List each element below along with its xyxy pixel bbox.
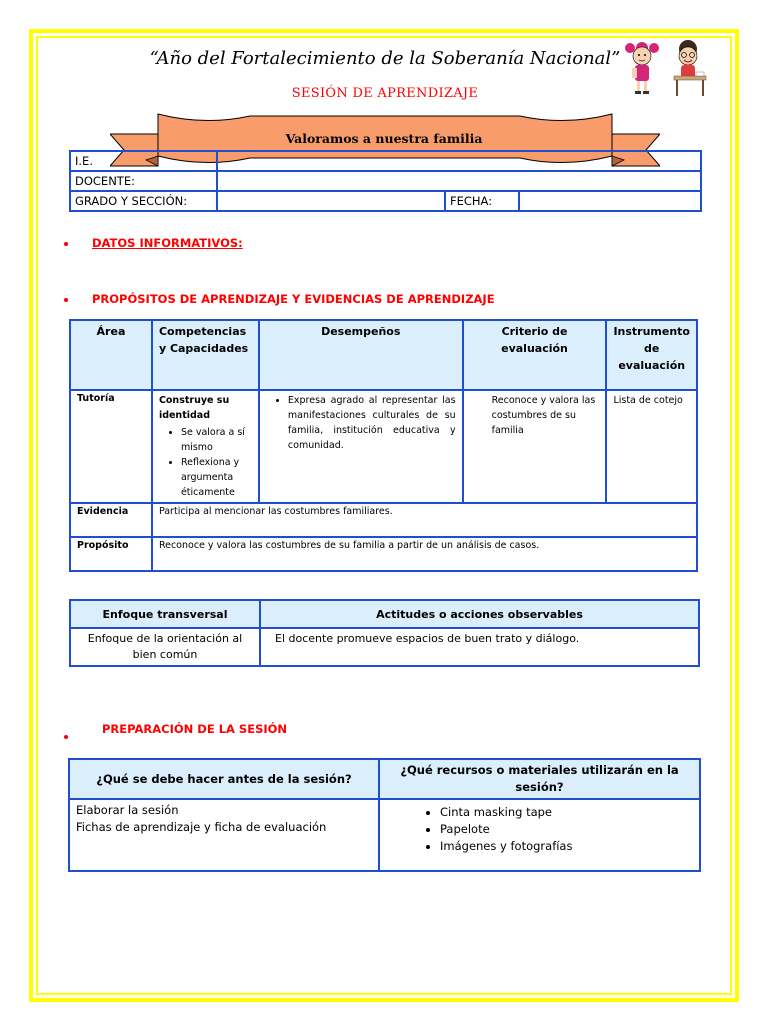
actitudes-cell: El docente promueve espacios de buen trato y diálogo. — [260, 628, 699, 666]
list-item: Elaborar la sesión — [76, 803, 179, 817]
list-item: • Papelote — [440, 821, 693, 838]
bullet-icon — [64, 242, 68, 246]
header-area: Área — [70, 320, 152, 390]
header-actitudes: Actitudes o acciones observables — [260, 600, 699, 628]
bullet-icon — [64, 735, 68, 739]
list-item: • Se valora a sí mismo — [181, 425, 252, 455]
ribbon-title: Valoramos a nuestra familia — [285, 131, 483, 146]
docente-label: DOCENTE: — [70, 171, 217, 191]
ie-label: I.E. — [70, 151, 217, 171]
year-title: “Año del Fortalecimiento de la Soberanía Nacional” — [149, 48, 621, 69]
recursos-cell — [379, 799, 700, 871]
header-criterio: Criterio de evaluación — [463, 320, 607, 390]
section-preparacion: PREPARACIÓN DE LA SESIÓN — [102, 722, 288, 736]
grado-label: GRADO Y SECCIÓN: — [70, 191, 217, 211]
fecha-field[interactable] — [519, 191, 701, 211]
header-enfoque: Enfoque transversal — [70, 600, 260, 628]
proposito-text: Reconoce y valora las costumbres de su familia a partir de un análisis de casos. — [152, 537, 697, 571]
enfoque-table — [69, 599, 700, 667]
area-cell: Tutoría — [70, 390, 152, 503]
ie-field[interactable] — [217, 151, 701, 171]
section-datos: DATOS INFORMATIVOS: — [92, 236, 243, 250]
evidencia-text: Participa al mencionar las costumbres familiares. — [152, 503, 697, 537]
header-recursos: ¿Qué recursos o materiales utilizarán en la sesión? — [379, 759, 700, 799]
proposito-label: Propósito — [70, 537, 152, 571]
list-item: • Cinta masking tape — [440, 804, 693, 821]
enfoque-cell: Enfoque de la orientación al bien común — [70, 628, 260, 666]
bullet-icon — [64, 298, 68, 302]
competencias-cell — [152, 390, 259, 503]
kids-illustration — [622, 38, 714, 100]
header-desempenos: Desempeños — [259, 320, 463, 390]
list-item: • Reflexiona y argumenta éticamente — [181, 455, 252, 500]
session-title: SESIÓN DE APRENDIZAJE — [291, 86, 479, 101]
list-item: • Imágenes y fotografías — [440, 838, 693, 855]
docente-field[interactable] — [217, 171, 701, 191]
info-table — [69, 150, 702, 212]
section-propositos: PROPÓSITOS DE APRENDIZAJE Y EVIDENCIAS DE APRENDIZAJE — [92, 292, 495, 306]
fecha-label: FECHA: — [445, 191, 519, 211]
competencia-title: Construye su identidad — [158, 395, 230, 421]
criterio-cell: Reconoce y valora las costumbres de su familia — [463, 390, 607, 503]
list-item: • Expresa agrado al representar las manifestaciones culturales de su familia, institución educativa y comunidad. — [288, 393, 456, 453]
materials-list — [386, 804, 693, 855]
header-antes: ¿Qué se debe hacer antes de la sesión? — [69, 759, 379, 799]
purpose-table — [69, 319, 698, 572]
grado-field[interactable] — [217, 191, 445, 211]
evidencia-label: Evidencia — [70, 503, 152, 537]
antes-cell — [69, 799, 379, 871]
prep-table — [68, 758, 701, 872]
desempenos-cell — [259, 390, 463, 503]
header-competencias: Competencias y Capacidades — [152, 320, 259, 390]
capacidades-list — [159, 425, 252, 500]
instrumento-cell: Lista de cotejo — [606, 390, 697, 503]
desempenos-list — [266, 393, 456, 453]
header-instrumento: Instrumento de evaluación — [606, 320, 697, 390]
list-item: Fichas de aprendizaje y ficha de evaluación — [76, 820, 327, 834]
